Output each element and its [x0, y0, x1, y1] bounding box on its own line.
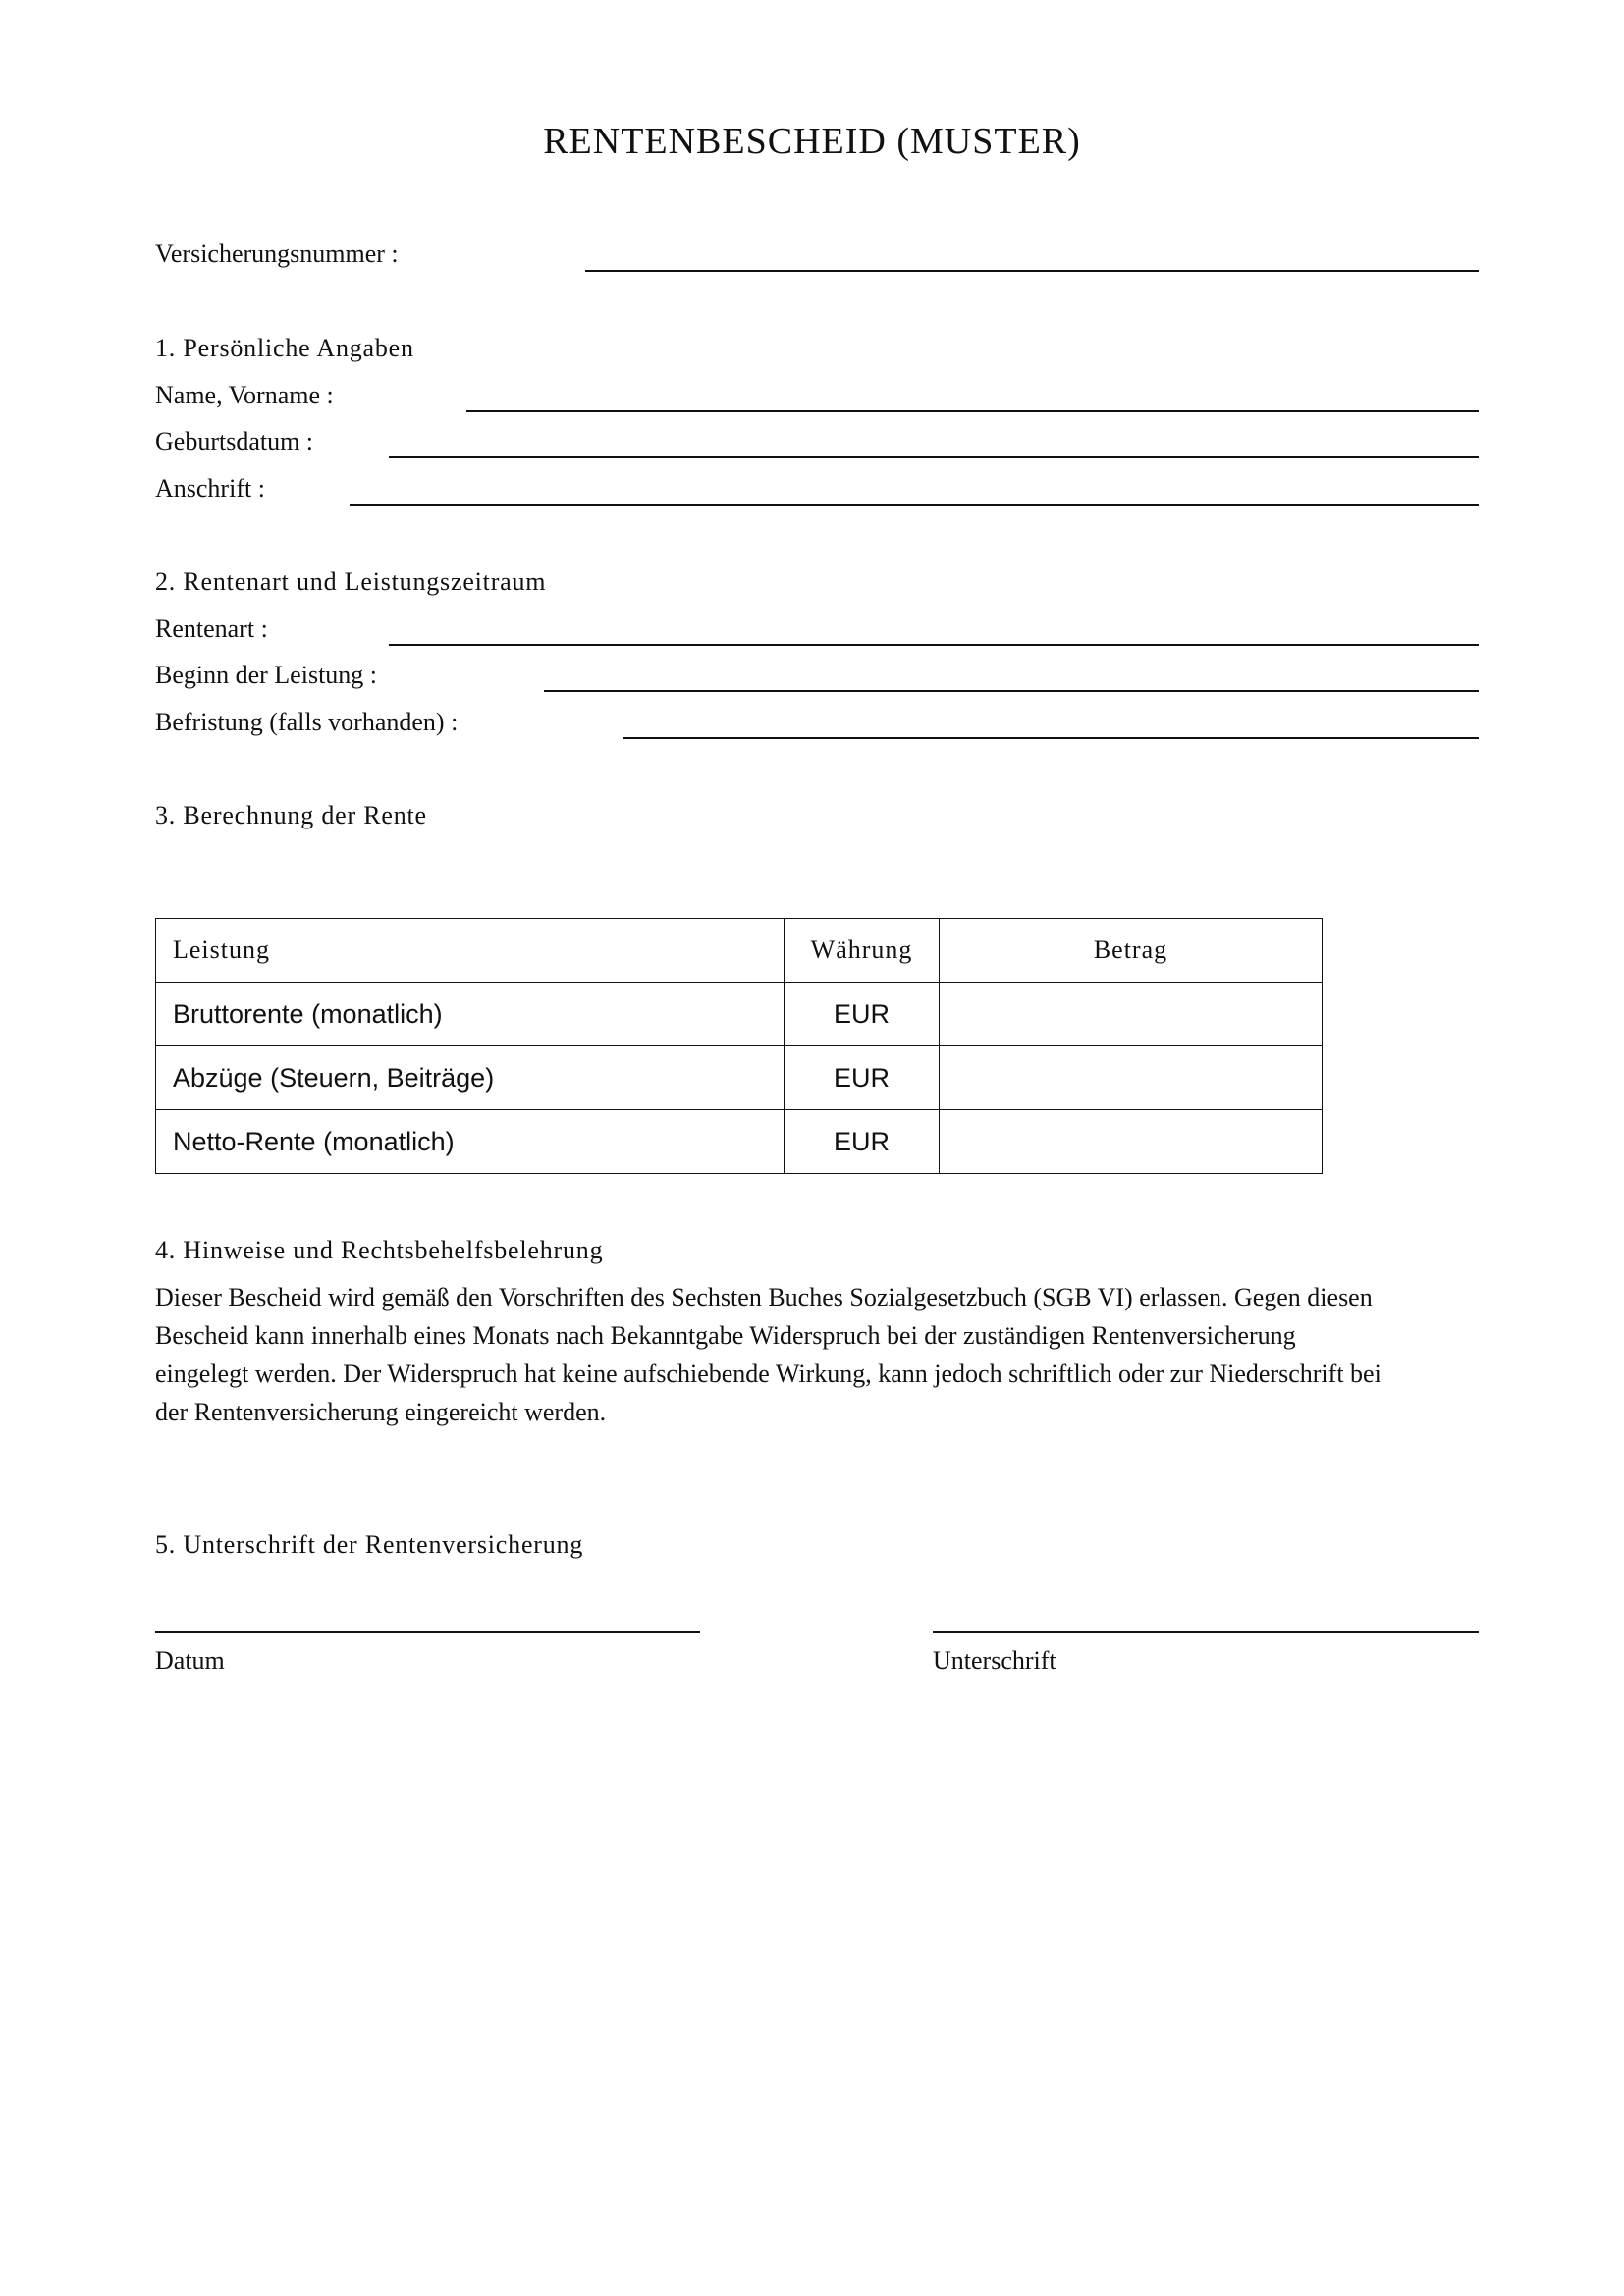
- pension-calculation-table: [155, 918, 1323, 1174]
- address-field[interactable]: [350, 504, 1479, 506]
- signature-line[interactable]: [933, 1631, 1479, 1633]
- amount-cell[interactable]: [939, 983, 1322, 1046]
- header-cell-waehrung: Währung: [785, 919, 940, 983]
- legal-notice-line: Bescheid kann innerhalb eines Monats nach Bekanntgabe Widerspruch bei der zuständigen Rentenversicherung: [155, 1321, 1296, 1350]
- amount-cell[interactable]: [939, 1110, 1322, 1174]
- date-signature-line[interactable]: [155, 1631, 700, 1633]
- table-row: [156, 1110, 1323, 1174]
- row-label-cell: Abzüge (Steuern, Beiträge): [156, 1046, 785, 1110]
- currency-cell: EUR: [785, 1110, 940, 1174]
- address-label: Anschrift :: [155, 474, 265, 503]
- name-field[interactable]: [466, 410, 1479, 412]
- document-title: RENTENBESCHEID (MUSTER): [543, 121, 1081, 162]
- table-row: [156, 983, 1323, 1046]
- header-cell-leistung: Leistung: [156, 919, 785, 983]
- limitation-field[interactable]: [623, 737, 1479, 739]
- table-header-row: [156, 919, 1323, 983]
- pension-type-field[interactable]: [389, 644, 1479, 646]
- amount-cell[interactable]: [939, 1046, 1322, 1110]
- date-label: Datum: [155, 1646, 225, 1675]
- currency-cell: EUR: [785, 1046, 940, 1110]
- table-row: [156, 1046, 1323, 1110]
- birthdate-label: Geburtsdatum :: [155, 427, 314, 455]
- signature-label: Unterschrift: [933, 1646, 1056, 1675]
- insurance-number-field[interactable]: [585, 270, 1479, 272]
- header-cell-betrag: Betrag: [939, 919, 1322, 983]
- section-5-heading: 5. Unterschrift der Rentenversicherung: [155, 1530, 584, 1559]
- start-date-field[interactable]: [544, 690, 1479, 692]
- start-date-label: Beginn der Leistung :: [155, 661, 378, 689]
- name-label: Name, Vorname :: [155, 381, 334, 409]
- insurance-number-label: Versicherungsnummer :: [155, 240, 399, 268]
- row-label-cell: Netto-Rente (monatlich): [156, 1110, 785, 1174]
- legal-notice-line: Dieser Bescheid wird gemäß den Vorschriften des Sechsten Buches Sozialgesetzbuch (SGB VI) erlassen. Gegen diesen: [155, 1283, 1373, 1311]
- section-3-heading: 3. Berechnung der Rente: [155, 801, 427, 829]
- legal-notice-line: eingelegt werden. Der Widerspruch hat keine aufschiebende Wirkung, kann jedoch schriftlich oder zur Niederschrift bei: [155, 1360, 1381, 1388]
- legal-notice-paragraph: [155, 1278, 1481, 1431]
- section-2-heading: 2. Rentenart und Leistungszeitraum: [155, 567, 547, 596]
- legal-notice-line: der Rentenversicherung eingereicht werden.: [155, 1398, 607, 1426]
- currency-cell: EUR: [785, 983, 940, 1046]
- row-label-cell: Bruttorente (monatlich): [156, 983, 785, 1046]
- section-1-heading: 1. Persönliche Angaben: [155, 334, 414, 362]
- limitation-label: Befristung (falls vorhanden) :: [155, 708, 459, 736]
- pension-type-label: Rentenart :: [155, 614, 268, 643]
- section-4-heading: 4. Hinweise und Rechtsbehelfsbelehrung: [155, 1236, 604, 1264]
- birthdate-field[interactable]: [389, 456, 1479, 458]
